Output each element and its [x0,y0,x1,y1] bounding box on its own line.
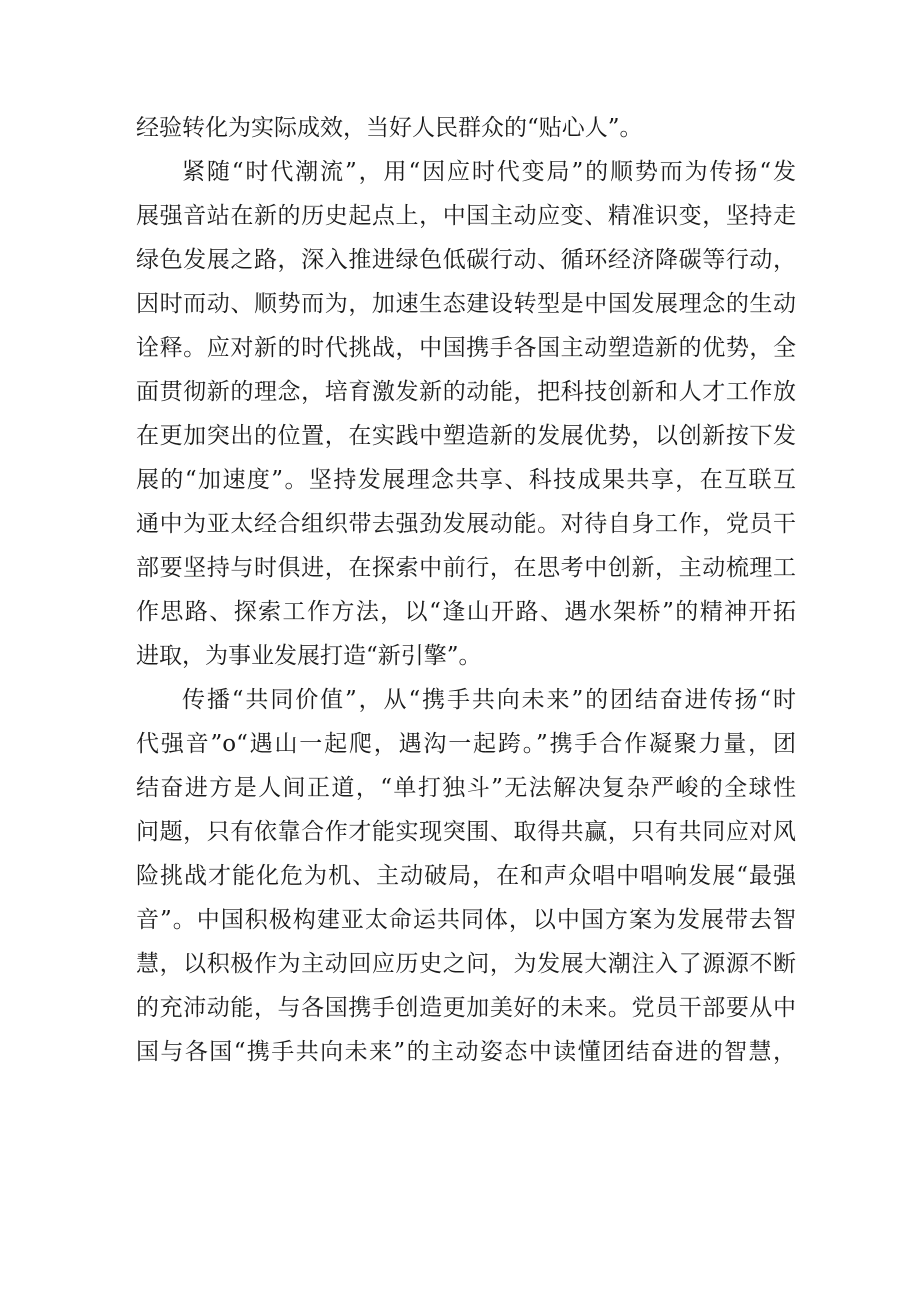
text-line: 音”。中国积极构建亚太命运共同体，以中国方案为发展带去智 [136,907,796,933]
text-line: 经验转化为实际成效，当好人民群众的“贴心人”。 [136,115,643,141]
paragraph [136,678,796,1074]
text-line: 慧，以积极作为主动回应历史之问，为发展大潮注入了源源不断 [136,951,796,977]
text-line: 部要坚持与时俱进，在探索中前行，在思考中创新，主动梳理工 [136,555,796,581]
text-line: 国与各国“携手共向未来”的主动姿态中读懂团结奋进的智慧， [136,1039,796,1065]
text-line: 绿色发展之路，深入推进绿色低碳行动、循环经济降碳等行动， [136,247,796,273]
text-line: 因时而动、顺势而为，加速生态建设转型是中国发展理念的生动 [136,291,796,317]
text-line: 险挑战才能化危为机、主动破局，在和声众唱中唱响发展“最强 [136,863,796,889]
text-line: 问题，只有依靠合作才能实现突围、取得共赢，只有共同应对风 [136,819,796,845]
text-line: 结奋进方是人间正道，“单打独斗”无法解决复杂严峻的全球性 [136,775,796,801]
text-line: 代强音”o“遇山一起爬，遇沟一起跨。”携手合作凝聚力量，团 [136,731,796,757]
text-line: 的充沛动能，与各国携手创造更加美好的未来。党员干部要从中 [136,995,796,1021]
document-body [136,106,796,1074]
paragraph [136,150,796,678]
text-line: 展的“加速度”。坚持发展理念共享、科技成果共享，在互联互 [136,467,796,493]
text-line: 作思路、探索工作方法，以“逢山开路、遇水架桥”的精神开拓 [136,599,796,625]
text-line: 紧随“时代潮流”，用“因应时代变局”的顺势而为传扬“发 [182,159,796,185]
text-line: 进取，为事业发展打造“新引擎”。 [136,643,482,669]
text-line: 传播“共同价值”，从“携手共向未来”的团结奋进传扬“时 [182,687,796,713]
text-line: 通中为亚太经合组织带去强劲发展动能。对待自身工作，党员干 [136,511,796,537]
paragraph [136,106,796,150]
text-line: 面贯彻新的理念，培育激发新的动能，把科技创新和人才工作放 [136,379,796,405]
text-line: 展强音站在新的历史起点上，中国主动应变、精准识变，坚持走 [136,203,796,229]
text-line: 诠释。应对新的时代挑战，中国携手各国主动塑造新的优势，全 [136,335,796,361]
text-line: 在更加突出的位置，在实践中塑造新的发展优势，以创新按下发 [136,423,796,449]
